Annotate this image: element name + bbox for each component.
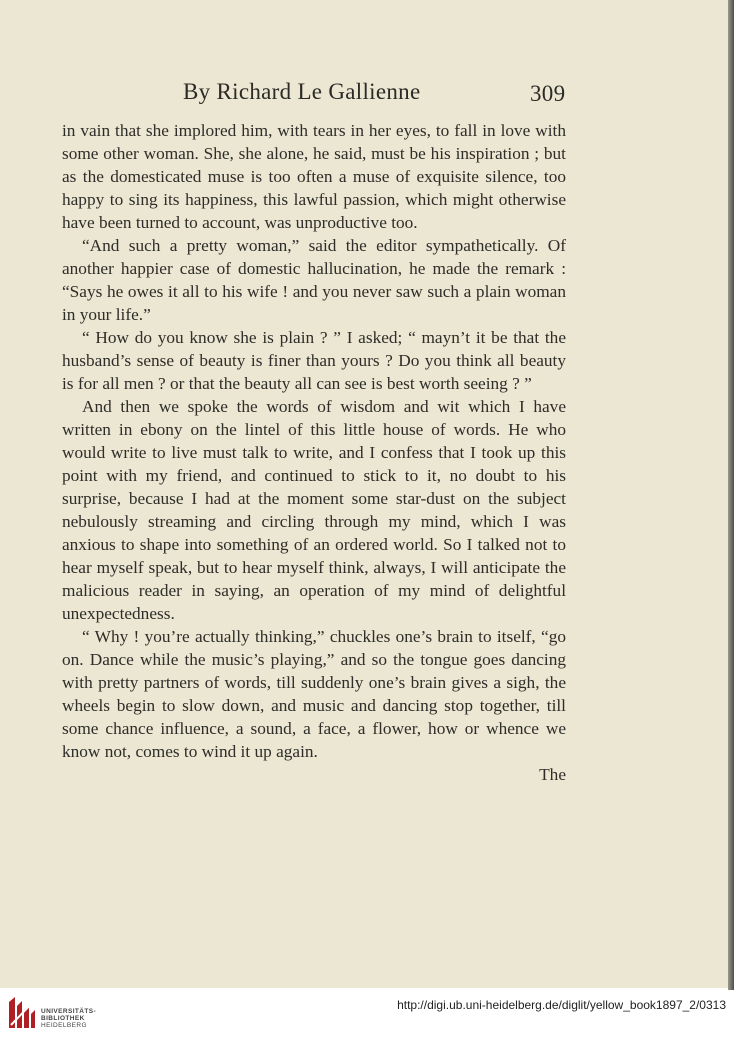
running-head [0, 79, 728, 109]
catchword: The [539, 765, 566, 784]
running-title: By Richard Le Gallienne [183, 79, 421, 104]
page-number: 309 [530, 81, 566, 106]
library-name [41, 1008, 96, 1029]
paragraph-4: And then we spoke the words of wisdom and wit which I have written in ebony on the lintel of this little house of words. He who would write to live must talk to write, and I confess that I took up this point with my friend, and continued to stick to it, no doubt to his surprise, because I had at the moment some star-dust on the subject nebulously streaming and circling through my mind, which I was anxious to shape into something of an ordered world. So I talked not to hear myself speak, but to hear myself think, always, I will anticipate the malicious reader in saying, an operation of my mind of delightful unexpectedness. [62, 397, 566, 623]
library-name-line-3: HEIDELBERG [41, 1022, 87, 1029]
paragraph-2: “And such a pretty woman,” said the editor sympathetically. Of another happier case of domestic hallucination, he made the remark : “Says he owes it all to his wife ! and you never saw such a plain woman in your life.” [62, 236, 566, 324]
digital-library-footer [0, 990, 734, 1044]
paragraph-5: “ Why ! you’re actually thinking,” chuckles one’s brain to itself, “go on. Dance while the music’s playing,” and so the tongue goes dancing with pretty partners of words, till suddenly one’s brain gives a sigh, the wheels begin to slow down, and music and dancing stop together, till some chance influence, a sound, a face, a flower, how or whence we know not, comes to wind it up again. [62, 627, 566, 761]
library-name-line-1: UNIVERSITÄTS- [41, 1008, 97, 1015]
source-url[interactable]: http://digi.ub.uni-heidelberg.de/diglit/yellow_book1897_2/0313 [397, 998, 726, 1012]
scan-page-edge [728, 0, 734, 990]
paragraph-1: in vain that she implored him, with tears in her eyes, to fall in love with some other woman. She, she alone, he said, must be his inspiration ; but as the domesticated muse is too often a muse of exquisite silence, too happy to sing its happiness, this lawful passion, which might otherwise have been turned to account, was unproductive too. [62, 121, 566, 232]
body-text [62, 119, 566, 786]
paragraph-3: “ How do you know she is plain ? ” I asked; “ mayn’t it be that the husband’s sense of beauty is finer than yours ? Do you think all beauty is for all men ? or that the beauty all can see is best worth seeing ? ” [62, 328, 566, 393]
library-logo-icon [7, 994, 36, 1030]
library-name-line-2: BIBLIOTHEK [41, 1015, 85, 1022]
